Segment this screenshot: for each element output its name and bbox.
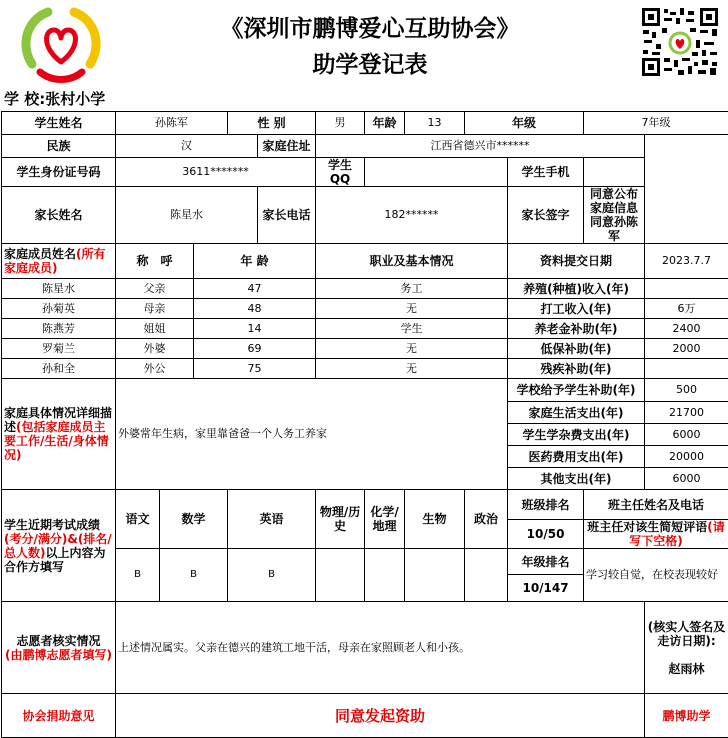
score-value [405,549,465,602]
age-header: 年 龄 [194,244,316,279]
finance-label: 其他支出(年) [508,468,645,490]
finance-value: 500 [645,379,728,402]
verifier-name: 赵雨林 [669,662,705,676]
subject-header: 语文 [116,490,160,549]
member-job: 务工 [316,279,508,299]
age-label: 年龄 [365,112,405,135]
grade-value: 7年级 [584,112,728,135]
student-row-1 [2,112,728,135]
member-age: 14 [194,319,316,339]
member-relation: 母亲 [116,299,194,319]
exam-label-main: 学生近期考试成绩 [4,518,100,532]
member-age: 75 [194,359,316,379]
volunteer-row [2,602,728,694]
score-value: B [160,549,228,602]
finance-label: 学生学杂费支出(年) [508,424,645,446]
member-job: 无 [316,339,508,359]
guardian-phone-label: 家长电话 [258,187,316,244]
finance-value: 6000 [645,468,728,490]
page-title: 《深圳市鹏博爱心互助协会》 [120,10,620,43]
finance-value: 21700 [645,402,728,424]
relation-header: 称 呼 [116,244,194,279]
ethnicity-label: 民族 [2,135,116,158]
finance-label: 养老金补助(年) [508,319,645,339]
situation-row [2,379,728,402]
guardian-consent-text: 同意公布家庭信息同意孙陈军 [584,187,645,244]
finance-value: 20000 [645,446,728,468]
family-member-row [2,279,728,299]
exam-row [2,490,728,520]
family-member-row [2,319,728,339]
class-rank-value: 10/50 [508,520,584,549]
gender-label: 性 别 [228,112,316,135]
job-header: 职业及基本情况 [316,244,508,279]
form-subtitle: 助学登记表 [120,46,620,79]
member-name: 陈星水 [2,279,116,299]
qq-value [365,158,508,187]
member-relation: 外婆 [116,339,194,359]
address-value: 江西省德兴市****** [316,135,645,158]
student-phone-value [584,158,645,187]
volunteer-label [2,602,116,694]
family-name-header [2,244,116,279]
finance-label: 低保补助(年) [508,339,645,359]
student-name-value: 孙陈军 [116,112,228,135]
school-name: 张村小学 [45,90,105,108]
volunteer-label-main: 志愿者核实情况 [16,634,100,648]
family-header-note: (所有家庭成员) [4,247,106,275]
member-relation: 姐姐 [116,319,194,339]
guardian-name-label: 家长姓名 [2,187,116,244]
donation-decision: 同意发起资助 [116,694,645,738]
member-job: 无 [316,359,508,379]
student-row-2 [2,135,728,158]
score-value [465,549,508,602]
comment-label [584,520,728,549]
student-name-label: 学生姓名 [2,112,116,135]
class-rank-label: 班级排名 [508,490,584,520]
guardian-phone-value: 182****** [316,187,508,244]
finance-value: 2000 [645,339,728,359]
member-name: 孙和全 [2,359,116,379]
situation-label [2,379,116,490]
score-value [316,549,365,602]
family-header-row [2,244,728,279]
org-name: 鹏博助学 [645,694,728,738]
member-age: 69 [194,339,316,359]
member-relation: 外公 [116,359,194,379]
member-name: 罗菊兰 [2,339,116,359]
finance-label: 医药费用支出(年) [508,446,645,468]
member-name: 陈燕芳 [2,319,116,339]
finance-value: 2400 [645,319,728,339]
family-member-row [2,339,728,359]
age-value: 13 [405,112,465,135]
student-phone-label: 学生手机 [508,158,584,187]
member-job: 学生 [316,319,508,339]
address-label: 家庭住址 [258,135,316,158]
subject-header: 化学/地理 [365,490,405,549]
ethnicity-value: 汉 [116,135,258,158]
subject-header: 英语 [228,490,316,549]
finance-value: 6万 [645,299,728,319]
subject-header: 物理/历史 [316,490,365,549]
school-label: 学 校: [4,90,45,108]
subject-header: 生物 [405,490,465,549]
comment-label-note: (请写下空格) [629,520,725,548]
teacher-comment: 学习较自觉，在校表现较好 [584,549,728,602]
subject-header: 数学 [160,490,228,549]
donation-opinion-label: 协会捐助意见 [2,694,116,738]
registration-form-table [1,111,728,738]
guardian-row [2,187,728,244]
qr-code-icon [640,6,720,78]
verifier-cell [645,602,728,694]
qq-label: 学生QQ [316,158,365,187]
score-value [365,549,405,602]
grade-label: 年级 [465,112,584,135]
volunteer-text: 上述情况属实。父亲在德兴的建筑工地干活，母亲在家照顾老人和小孩。 [116,602,645,694]
comment-label-main: 班主任对该生简短评语 [587,520,707,534]
submit-date-label: 资料提交日期 [508,244,645,279]
family-member-row [2,359,728,379]
finance-label: 家庭生活支出(年) [508,402,645,424]
grade-rank-label: 年级排名 [508,549,584,575]
situation-text: 外婆常年生病，家里靠爸爸一个人务工养家 [116,379,508,490]
exam-label [2,490,116,602]
gender-value: 男 [316,112,365,135]
finance-value: 6000 [645,424,728,446]
subject-header: 政治 [465,490,508,549]
student-row-3 [2,158,728,187]
finance-label: 养殖(种植)收入(年) [508,279,645,299]
volunteer-label-note: (由鹏博志愿者填写) [5,648,112,662]
situation-label-note: (包括家庭成员主要工作/生活/身体情况) [4,420,109,462]
guardian-sign-label: 家长签字 [508,187,584,244]
member-relation: 父亲 [116,279,194,299]
school-line [4,88,105,109]
score-value: B [228,549,316,602]
id-label: 学生身份证号码 [2,158,116,187]
guardian-name-value: 陈星水 [116,187,258,244]
finance-label: 学校给予学生补助(年) [508,379,645,402]
exam-label-note: (考分/满分)&(排名/总人数) [4,532,112,560]
finance-value [645,279,728,299]
exam-label-tail: 以上内容为合作方填写 [4,546,106,574]
score-value: B [116,549,160,602]
footer-row [2,694,728,738]
situation-label-main: 家庭具体情况详细描述 [4,406,112,434]
member-age: 47 [194,279,316,299]
member-name: 孙菊英 [2,299,116,319]
member-job: 无 [316,299,508,319]
teacher-label: 班主任姓名及电话 [584,490,728,520]
grade-rank-value: 10/147 [508,575,584,602]
id-value: 3611******* [116,158,316,187]
finance-label: 打工收入(年) [508,299,645,319]
submit-date-value: 2023.7.7 [645,244,728,279]
verifier-label: (核实人签名及走访日期): [648,620,726,648]
member-age: 48 [194,299,316,319]
association-logo-icon [18,6,104,84]
finance-label: 残疾补助(年) [508,359,645,379]
finance-value [645,359,728,379]
family-header-main: 家庭成员姓名 [4,247,76,261]
family-member-row [2,299,728,319]
